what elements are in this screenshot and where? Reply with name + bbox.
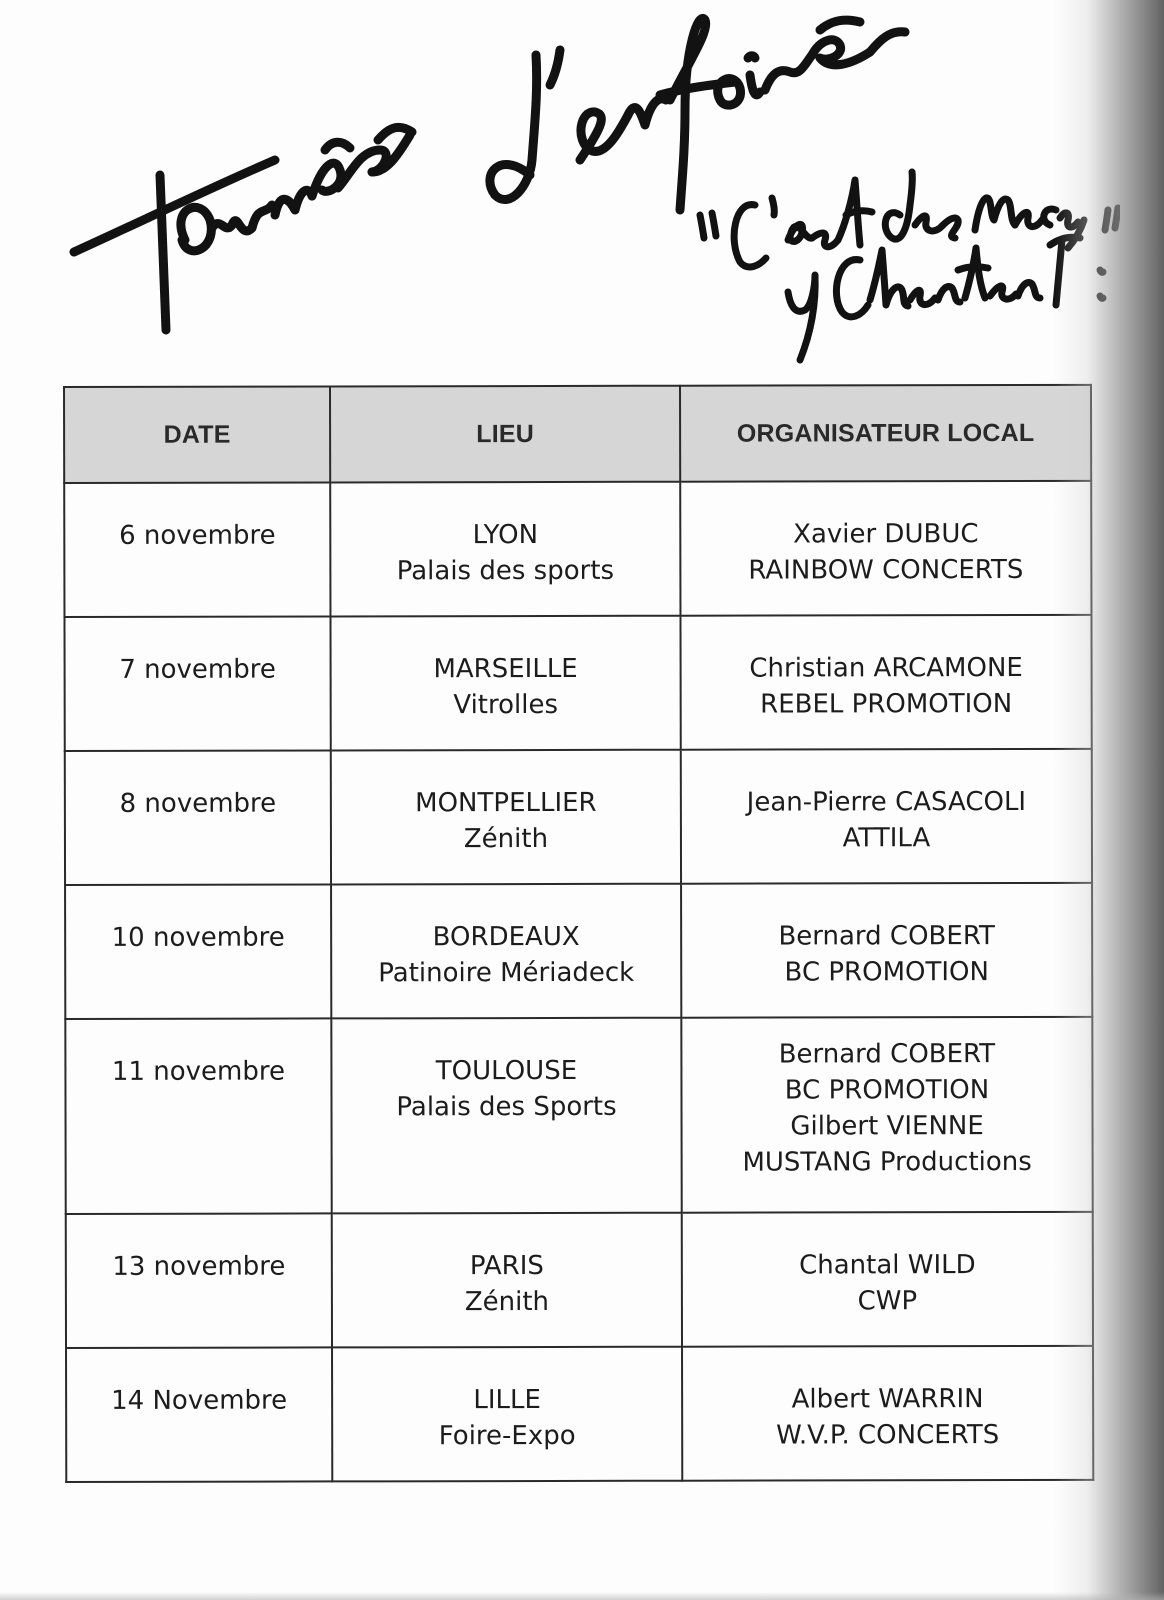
date-cell: 11 novembre: [65, 1018, 331, 1214]
table-row: [64, 615, 1091, 751]
header-organisateur: ORGANISATEUR LOCAL: [680, 385, 1091, 482]
city: PARIS: [469, 1250, 544, 1282]
handwriting-quote-line1: [700, 172, 1084, 267]
organizer-company: BC PROMOTION: [784, 1075, 990, 1106]
book-spine-shadow: [1054, 0, 1164, 1600]
organizer-company: MUSTANG Productions: [742, 1146, 1032, 1178]
date-cell: 8 novembre: [65, 750, 331, 885]
organizer-name: Xavier DUBUC: [793, 519, 979, 550]
city: MONTPELLIER: [415, 787, 597, 819]
lieu-cell: [330, 616, 680, 751]
lieu-cell: [331, 1018, 681, 1214]
date-cell: 7 novembre: [64, 616, 330, 751]
city: MARSEILLE: [433, 653, 578, 685]
organizer-company: ATTILA: [842, 823, 931, 854]
venue: Vitrolles: [453, 689, 559, 721]
venue: Foire-Expo: [438, 1420, 576, 1452]
handwriting-denfoires: [490, 18, 905, 210]
lieu-cell: [331, 750, 681, 885]
handwritten-title: [60, 0, 1120, 380]
organisateur-cell: [682, 1346, 1093, 1481]
organisateur-cell: [681, 749, 1092, 884]
organizer-name: Jean-Pierre CASACOLI: [746, 786, 1027, 818]
organizer-name: Bernard COBERT: [778, 1039, 996, 1070]
table-row: [65, 749, 1092, 885]
table-row: [65, 883, 1092, 1019]
city: LYON: [472, 520, 539, 551]
venue: Palais des sports: [396, 555, 615, 587]
organizer-name: Christian ARCAMONE: [749, 652, 1023, 684]
organizer-company: W.V.P. CONCERTS: [776, 1420, 1000, 1451]
table-header-row: [64, 385, 1091, 483]
table-row: [64, 481, 1091, 617]
date-cell: 14 Novembre: [66, 1347, 332, 1482]
handwriting-tournee: [74, 127, 412, 330]
table-row: [66, 1212, 1093, 1348]
organizer-company: CWP: [857, 1286, 918, 1317]
header-lieu: LIEU: [330, 386, 680, 483]
title-handwriting-svg: [60, 0, 1120, 380]
venue: Zénith: [464, 1286, 550, 1318]
table-row: [66, 1346, 1093, 1482]
organisateur-cell: [681, 1017, 1092, 1213]
date-cell: 13 novembre: [66, 1213, 332, 1348]
organisateur-cell: [680, 615, 1091, 750]
organizer-name: Chantal WILD: [799, 1250, 976, 1281]
venue: Palais des Sports: [396, 1091, 617, 1123]
date-cell: 10 novembre: [65, 884, 331, 1019]
organisateur-cell: [681, 883, 1092, 1018]
city: TOULOUSE: [435, 1055, 578, 1087]
page-bottom-edge: [0, 1592, 1164, 1600]
organizer-name: Gilbert VIENNE: [790, 1111, 984, 1142]
venue: Zénith: [463, 823, 549, 855]
lieu-cell: [332, 1347, 682, 1482]
organizer-company: REBEL PROMOTION: [760, 689, 1013, 720]
organizer-company: RAINBOW CONCERTS: [748, 554, 1024, 586]
tour-dates-table: [63, 384, 1094, 1483]
organizer-name: Albert WARRIN: [791, 1384, 984, 1415]
organizer-company: BC PROMOTION: [784, 957, 989, 988]
organisateur-cell: [682, 1212, 1093, 1347]
city: LILLE: [473, 1385, 541, 1416]
header-date: DATE: [64, 386, 330, 483]
organizer-name: Bernard COBERT: [778, 921, 995, 952]
lieu-cell: [332, 1213, 682, 1348]
venue: Patinoire Mériadeck: [378, 957, 635, 989]
lieu-cell: [330, 482, 680, 617]
lieu-cell: [331, 884, 681, 1019]
organisateur-cell: [680, 481, 1091, 616]
city: BORDEAUX: [432, 921, 580, 953]
table-row: [65, 1017, 1092, 1214]
date-cell: 6 novembre: [64, 482, 330, 617]
